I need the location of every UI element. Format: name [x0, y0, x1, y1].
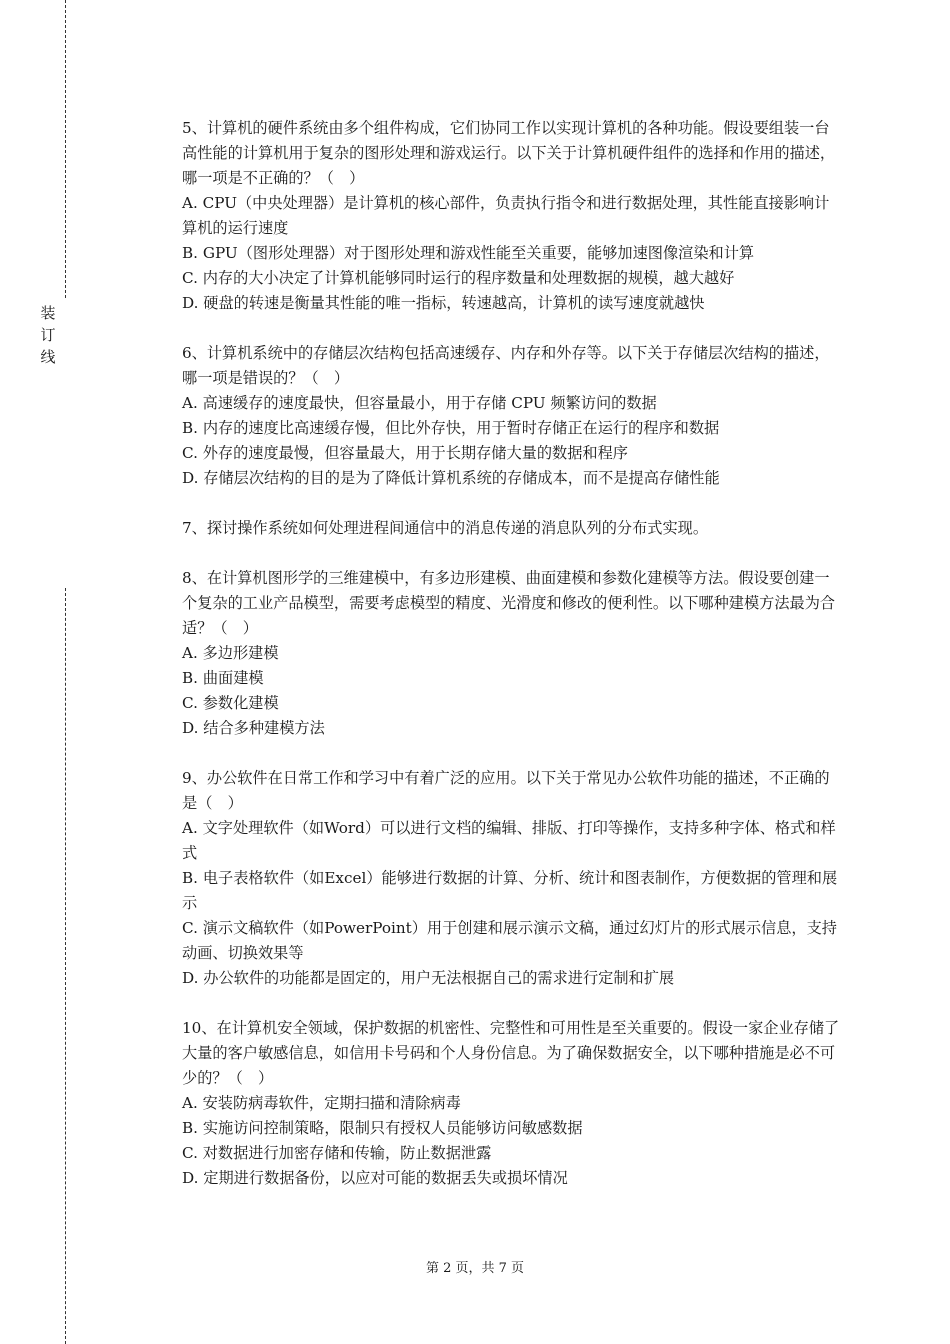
question-6 — [182, 341, 842, 491]
option-d: D. 硬盘的转速是衡量其性能的唯一指标，转速越高，计算机的读写速度就越快 — [182, 294, 705, 312]
option-b: B. 曲面建模 — [182, 669, 264, 687]
question-stem: 6、计算机系统中的存储层次结构包括高速缓存、内存和外存等。以下关于存储层次结构的描述，哪一项是错误的？（ ） — [182, 344, 830, 387]
question-8 — [182, 566, 842, 741]
binding-line-bottom — [65, 588, 66, 1344]
option-a: A. CPU（中央处理器）是计算机的核心部件，负责执行指令和进行数据处理，其性能直接影响计算机的运行速度 — [182, 194, 830, 237]
option-c: C. 外存的速度最慢，但容量最大，用于长期存储大量的数据和程序 — [182, 444, 628, 462]
option-b: B. 实施访问控制策略，限制只有授权人员能够访问敏感数据 — [182, 1119, 583, 1137]
option-c: C. 演示文稿软件（如PowerPoint）用于创建和展示演示文稿，通过幻灯片的形式展示信息，支持动画、切换效果等 — [182, 919, 837, 962]
option-a: A. 安装防病毒软件，定期扫描和清除病毒 — [182, 1094, 461, 1112]
question-stem: 9、办公软件在日常工作和学习中有着广泛的应用。以下关于常见办公软件功能的描述，不正确的是（ ） — [182, 769, 830, 812]
binding-char: 订 — [40, 326, 56, 344]
option-a: A. 多边形建模 — [182, 644, 279, 662]
page-number: 第 2 页，共 7 页 — [425, 1261, 525, 1276]
option-a: A. 文字处理软件（如Word）可以进行文档的编辑、排版、打印等操作，支持多种字体、格式和样式 — [182, 819, 836, 862]
binding-char: 装 — [40, 304, 56, 322]
question-list — [182, 116, 842, 1216]
question-stem: 10、在计算机安全领域，保护数据的机密性、完整性和可用性是至关重要的。假设一家企业存储了大量的客户敏感信息，如信用卡号码和个人身份信息。为了确保数据安全，以下哪种措施是必不可少的？（ ） — [182, 1019, 840, 1087]
option-b: B. 内存的速度比高速缓存慢，但比外存快，用于暂时存储正在运行的程序和数据 — [182, 419, 720, 437]
question-5 — [182, 116, 842, 316]
binding-char: 线 — [40, 348, 56, 366]
option-d: D. 定期进行数据备份，以应对可能的数据丢失或损坏情况 — [182, 1169, 568, 1187]
question-10 — [182, 1016, 842, 1191]
option-a: A. 高速缓存的速度最快，但容量最小，用于存储 CPU 频繁访问的数据 — [182, 394, 657, 412]
question-9 — [182, 766, 842, 991]
question-stem: 7、探讨操作系统如何处理进程间通信中的消息传递的消息队列的分布式实现。 — [182, 519, 709, 537]
option-d: D. 存储层次结构的目的是为了降低计算机系统的存储成本，而不是提高存储性能 — [182, 469, 720, 487]
question-stem: 8、在计算机图形学的三维建模中，有多边形建模、曲面建模和参数化建模等方法。假设要创建一个复杂的工业产品模型，需要考虑模型的精度、光滑度和修改的便利性。以下哪种建模方法最为合适？（ ） — [182, 569, 836, 637]
binding-label — [38, 302, 58, 368]
option-c: C. 参数化建模 — [182, 694, 279, 712]
option-c: C. 对数据进行加密存储和传输，防止数据泄露 — [182, 1144, 492, 1162]
option-d: D. 办公软件的功能都是固定的，用户无法根据自己的需求进行定制和扩展 — [182, 969, 675, 987]
option-c: C. 内存的大小决定了计算机能够同时运行的程序数量和处理数据的规模，越大越好 — [182, 269, 735, 287]
binding-line-top — [65, 0, 66, 298]
question-stem: 5、计算机的硬件系统由多个组件构成，它们协同工作以实现计算机的各种功能。假设要组装一台高性能的计算机用于复杂的图形处理和游戏运行。以下关于计算机硬件组件的选择和作用的描述，哪一项是不正确的？（ ） — [182, 119, 836, 187]
question-7 — [182, 516, 842, 541]
option-b: B. GPU（图形处理器）对于图形处理和游戏性能至关重要，能够加速图像渲染和计算 — [182, 244, 755, 262]
option-b: B. 电子表格软件（如Excel）能够进行数据的计算、分析、统计和图表制作，方便数据的管理和展示 — [182, 869, 838, 912]
option-d: D. 结合多种建模方法 — [182, 719, 325, 737]
